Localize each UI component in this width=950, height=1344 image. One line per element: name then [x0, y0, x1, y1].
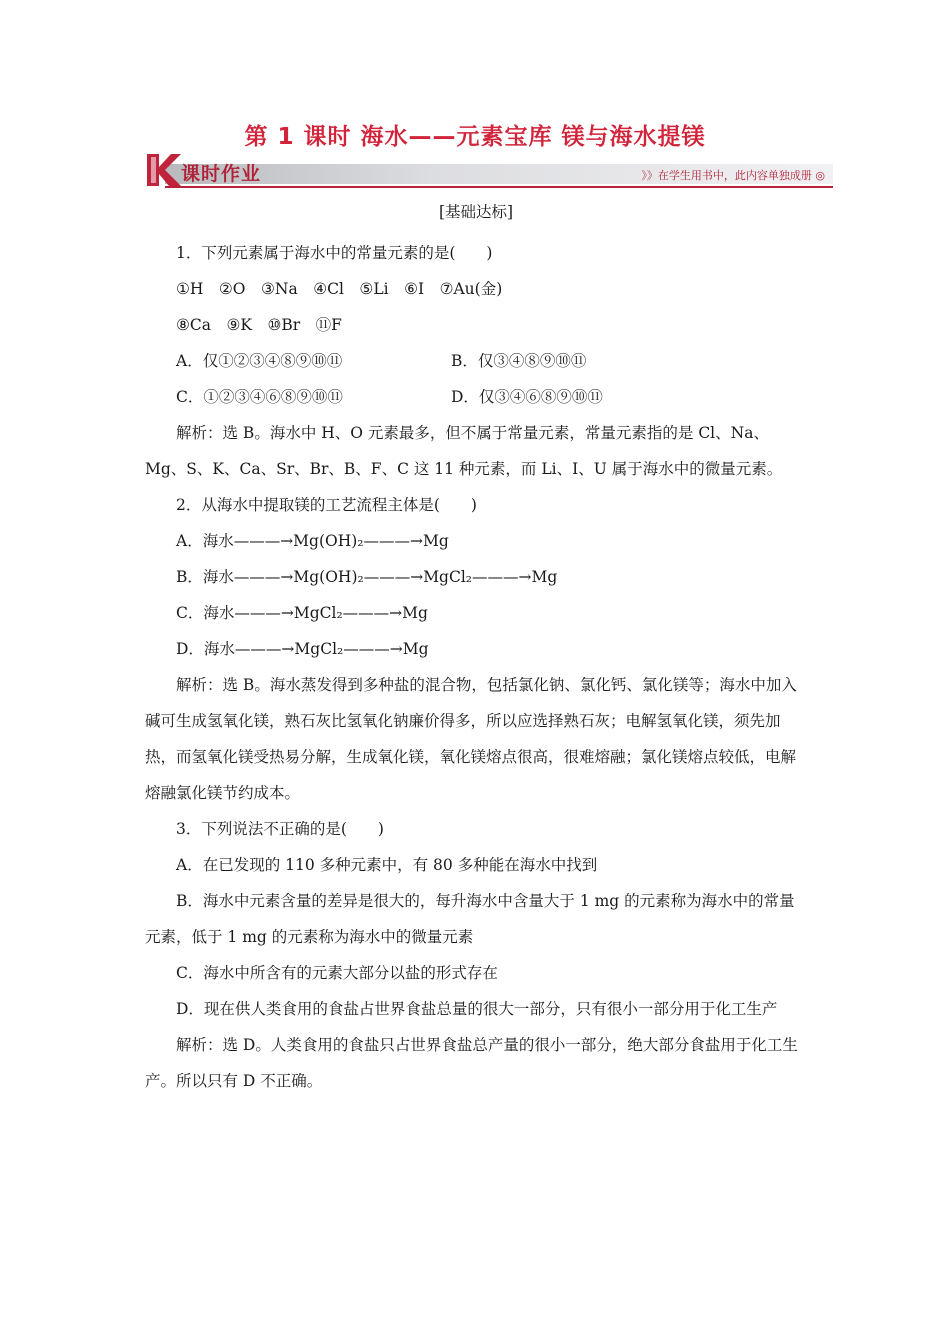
q1-options-cd — [145, 379, 807, 415]
q2-option-c: C．海水———→MgCl₂———→Mg — [176, 604, 428, 622]
q1-stem: 1．下列元素属于海水中的常量元素的是( ) — [176, 244, 493, 262]
q3-option-d: D．现在供人类食用的食盐占世界食盐总量的很大一部分，只有很小一部分用于化工生产 — [176, 1000, 778, 1018]
q3-option-b: B．海水中元素含量的差异是很大的，每升海水中含量大于 1 mg 的元素称为海水中的常量元素，低于 1 mg 的元素称为海水中的微量元素 — [145, 892, 795, 946]
banner-note: 》》在学生用书中，此内容单独成册 ◎ — [641, 169, 825, 182]
q1-items-line2: ⑧Ca ⑨K ⑩Br ⑪F — [176, 316, 342, 334]
q1-option-b: B．仅③④⑧⑨⑩⑪ — [451, 352, 587, 370]
q3-option-a: A．在已发现的 110 多种元素中，有 80 多种能在海水中找到 — [176, 856, 598, 874]
homework-banner — [145, 150, 833, 190]
lesson-title: 第 1 课时 海水——元素宝库 镁与海水提镁 — [244, 124, 706, 150]
section-heading: [基础达标] — [438, 203, 514, 221]
q1-option-d: D．仅③④⑥⑧⑨⑩⑪ — [451, 388, 603, 406]
q2-option-b: B．海水———→Mg(OH)₂———→MgCl₂———→Mg — [176, 568, 558, 586]
banner-underline — [165, 186, 833, 188]
q1-analysis: 解析：选 B。海水中 H、O 元素最多，但不属于常量元素，常量元素指的是 Cl、Na、Mg、S、K、Ca、Sr、Br、B、F、C 这 11 种元素，而 Li、I、U 属于海水中的微量元素。 — [145, 424, 783, 478]
q2-option-a: A．海水———→Mg(OH)₂———→Mg — [176, 532, 449, 550]
q1-option-a: A．仅①②③④⑧⑨⑩⑪ — [176, 352, 343, 370]
q2-stem: 2．从海水中提取镁的工艺流程主体是( ) — [176, 496, 477, 514]
q1-options-ab — [145, 343, 807, 379]
document-body — [145, 203, 807, 1099]
q2-analysis: 解析：选 B。海水蒸发得到多种盐的混合物，包括氯化钠、氯化钙、氯化镁等；海水中加入碱可生成氢氧化镁，熟石灰比氢氧化钠廉价得多，所以应选择熟石灰；电解氢氧化镁，须先加热，而氢氧化镁受热易分解，生成氧化镁，氧化镁熔点很高，很难熔融；氯化镁熔点较低，电解熔融氯化镁节约成本。 — [145, 676, 797, 802]
banner-label: 课时作业 — [181, 163, 262, 185]
q1-items-line1: ①H ②O ③Na ④Cl ⑤Li ⑥I ⑦Au(金) — [176, 280, 503, 298]
k-logo-icon — [145, 152, 183, 188]
q2-option-d: D．海水———→MgCl₂———→Mg — [176, 640, 429, 658]
q1-option-c: C．①②③④⑥⑧⑨⑩⑪ — [176, 388, 343, 406]
q3-stem: 3．下列说法不正确的是( ) — [176, 820, 384, 838]
q3-analysis: 解析：选 D。人类食用的食盐只占世界食盐总产量的很小一部分，绝大部分食盐用于化工生产。所以只有 D 不正确。 — [145, 1036, 798, 1090]
q3-option-c: C．海水中所含有的元素大部分以盐的形式存在 — [176, 964, 498, 982]
